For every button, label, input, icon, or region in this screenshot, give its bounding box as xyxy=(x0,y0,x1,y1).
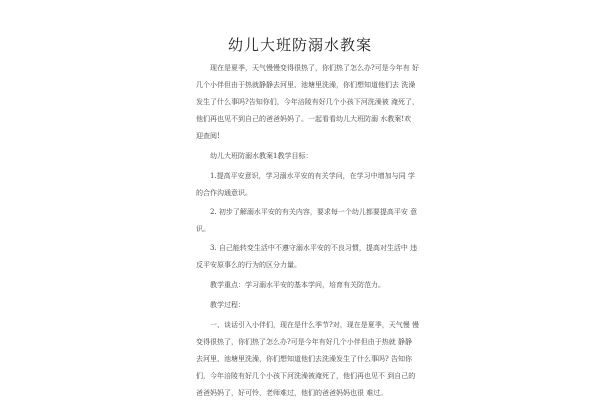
text-line: 识。 xyxy=(196,225,210,233)
text-line: 一、谈话引入小伴们，现在是什么季节?对，现在是夏季，天气慢 慢 xyxy=(210,321,419,329)
text-line: 3. 自己能转变生活中不遵守溺水平安的不良习惯，提高对生活中 违 xyxy=(210,244,418,252)
process-paragraph xyxy=(196,317,419,402)
text-line: 迎查阅! xyxy=(196,132,220,140)
text-line: 去河里、池塘里洗澡，你们想知道他们去洗澡发生了什么事吗? 告知你 xyxy=(196,355,412,363)
text-line: 现在是夏季，天气慢慢变得很热了，你们热了怎么办?可是今年有 好 xyxy=(210,64,419,72)
intro-paragraph xyxy=(196,60,419,145)
text-line: 发生了什么事吗?告知你们，今年涪陵有好几个小孩下河洗澡被 淹死了， xyxy=(196,98,419,106)
text-line: 反平安原事么的行为的区分力量。 xyxy=(196,261,301,269)
section-heading-key-points: 教学重点：学习溺水平安的基本学问，培育有关防范力。 xyxy=(210,281,385,289)
text-line: 几个小伴但由于热就静静去河里、池塘里洗澡，你们想知道他们去 洗澡 xyxy=(196,81,416,89)
text-line: 的合作沟通意识。 xyxy=(196,189,252,197)
text-line: 他们再也见不到自己的爸爸妈妈了。一起看看幼儿大班防溺 水教案!欢 xyxy=(196,115,412,123)
text-line: 们，今年涪陵有好几个小孩下河洗澡被淹死了，他们再也见不 到自己的 xyxy=(196,372,416,380)
goal-item-3 xyxy=(196,240,418,274)
goal-item-2 xyxy=(196,204,418,238)
text-line: 2. 初步了解溺水平安的有关内容，要求每一个幼儿都要提高平安 意 xyxy=(210,208,418,216)
text-line: 1.提高平安意识，学习溺水平安的有关学问，在学习中增加与同 学 xyxy=(210,172,415,180)
section-heading-goals: 幼儿大班防溺水教案1教学目标： xyxy=(210,152,313,160)
text-line: 爸爸妈妈了，好可怜，老师难过，他们的爸爸妈妈也很 难过。 xyxy=(196,389,388,397)
section-heading-process: 教学过程： xyxy=(210,301,245,309)
document-body xyxy=(196,60,419,404)
document-title: 幼儿大班防溺水教案 xyxy=(227,36,372,54)
text-line: 变得很热了，你们热了怎么办?可是今年有好几个小伴但由于热就 静静 xyxy=(196,338,412,346)
goal-item-1 xyxy=(196,168,415,202)
